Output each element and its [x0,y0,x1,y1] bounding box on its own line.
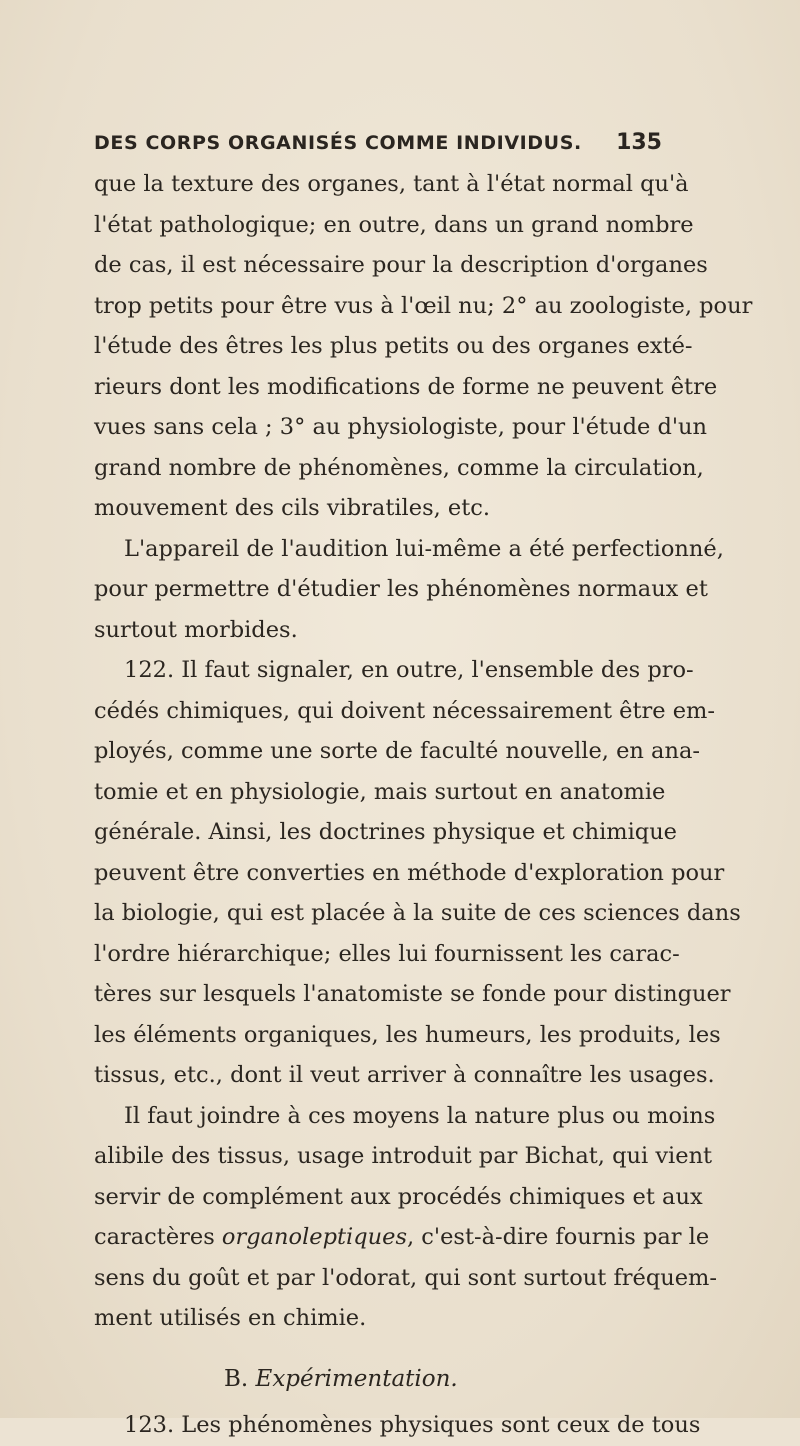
text-line: de cas, il est nécessaire pour la description d'organes [94,252,708,278]
text-line: que la texture des organes, tant à l'état normal qu'à [94,171,689,197]
text-line: trop petits pour être vus à l'œil nu; 2° au zoologiste, pour [94,292,753,319]
text-line-final: 123. Les phénomènes physiques sont ceux de tous [124,1412,701,1438]
text-line: 122. Il faut signaler, en outre, l'ensemble des pro- [124,657,694,683]
text-line: pour permettre d'étudier les phénomènes normaux et [94,576,708,602]
section-title: Expérimentation. [255,1365,458,1392]
text-line: l'état pathologique; en outre, dans un grand nombre [94,211,694,238]
italic-term: organoleptiques [221,1224,407,1250]
text-line: mouvement des cils vibratiles, etc. [94,495,491,521]
paragraph-audition [94,529,724,651]
section-letter: B. [224,1365,249,1392]
text-line: L'appareil de l'audition lui-même a été perfectionné, [124,535,724,562]
text-line: surtout morbides. [94,616,298,643]
text-line: ployés, comme une sorte de faculté nouvelle, en ana- [94,738,700,764]
text-line: caractères organoleptiques, c'est-à-dire fournis par le [94,1224,710,1250]
text-line: ment utilisés en chimie. [94,1305,367,1331]
running-title: DES CORPS ORGANISÉS COMME INDIVIDUS. [94,132,582,154]
text-line: alibile des tissus, usage introduit par Bichat, qui vient [94,1143,713,1169]
body-text [94,164,753,1446]
text-line: les éléments organiques, les humeurs, les produits, les [94,1021,721,1048]
text-line: tères sur lesquels l'anatomiste se fonde pour distinguer [94,981,731,1007]
text-line: vues sans cela ; 3° au physiologiste, pour l'étude d'un [94,414,708,440]
text-line: la biologie, qui est placée à la suite de ces sciences dans [94,900,741,926]
text-line: Il faut joindre à ces moyens la nature plus ou moins [124,1102,716,1129]
text-line: l'ordre hiérarchique; elles lui fournissent les carac- [94,940,680,967]
text-line: peuvent être converties en méthode d'exploration pour [94,859,725,886]
text-line: servir de complément aux procédés chimiques et aux [94,1183,703,1210]
paragraph-alibile [94,1096,717,1339]
paragraph-122 [94,650,741,1096]
text-line: sens du goût et par l'odorat, qui sont surtout fréquem- [94,1264,717,1291]
text-line: générale. Ainsi, les doctrines physique et chimique [94,819,678,845]
text-line: grand nombre de phénomènes, comme la circulation, [94,454,704,481]
section-heading [94,1359,662,1400]
paragraph-continuation [94,164,753,529]
text-line: tissus, etc., dont il veut arriver à connaître les usages. [94,1062,715,1088]
page-number: 135 [616,130,662,155]
text-line: rieurs dont les modifications de forme ne peuvent être [94,373,718,400]
running-head [94,132,662,162]
text-line: cédés chimiques, qui doivent nécessairement être em- [94,697,715,724]
text-line: l'étude des êtres les plus petits ou des organes exté- [94,333,693,359]
text-line: tomie et en physiologie, mais surtout en anatomie [94,778,666,805]
